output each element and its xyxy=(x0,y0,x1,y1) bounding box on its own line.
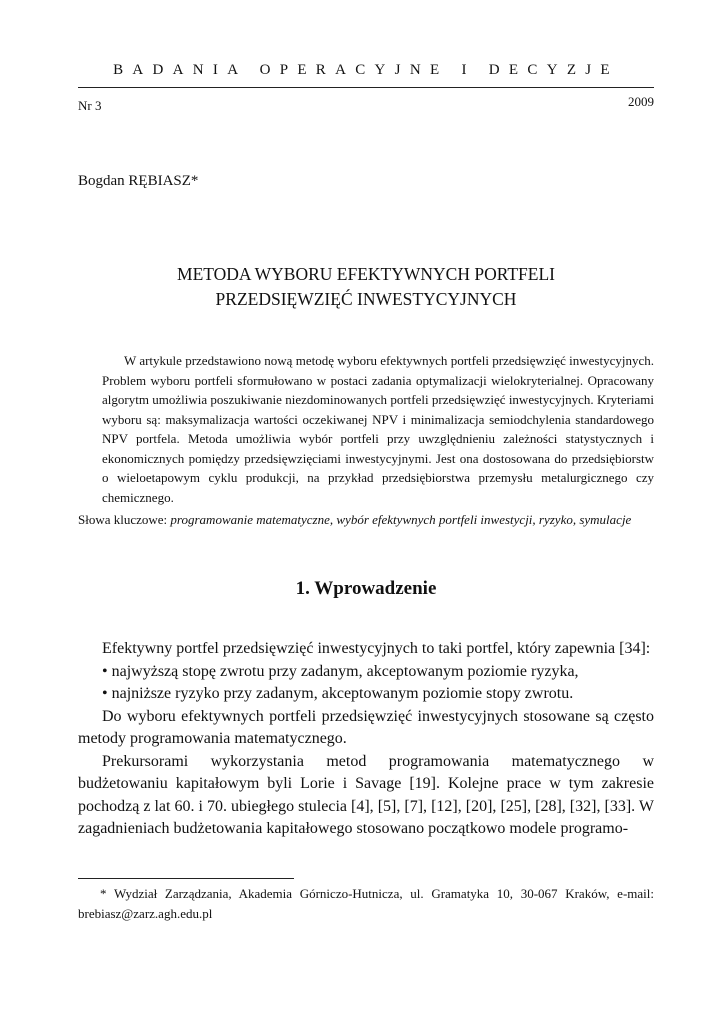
paragraph-2: Do wyboru efektywnych portfeli przedsięwzięć inwestycyjnych stosowane są często metody programowania matematycznego. xyxy=(78,707,654,747)
bullet-text-1: najwyższą stopę zwrotu przy zadanym, akceptowanym poziomie ryzyka, xyxy=(111,662,579,680)
keywords-text: programowanie matematyczne, wybór efektywnych portfeli inwestycji, ryzyko, symulacje xyxy=(170,512,632,527)
abstract: W artykule przedstawiono nową metodę wyboru efektywnych portfeli przedsięwzięć inwestycyjnych. Problem wyboru portfeli sformułowano w postaci zadania optymalizacji wielokryterialnej. Opracowany algorytm umożliwia poszukiwanie niezdominowanych portfeli przedsięwzięć inwestycyjnych. Kryteriami wyboru są: maksymalizacja wartości oczekiwanej NPV i minimalizacja semiodchylenia standardowego NPV portfela. Metoda umożliwia wybór portfeli przy uwzględnieniu zależności statystycznych i ekonomicznych pomiędzy przedsięwzięciami inwestycyjnymi. Jest ona dostosowana do przedsiębiorstw o wieloetapowym cyklu produkcji, na przykład przedsiębiorstwa przemysłu metalurgicznego czy chemicznego. xyxy=(102,353,654,505)
author-name: Bogdan RĘBIASZ* xyxy=(78,173,199,189)
header-rule xyxy=(78,87,654,88)
paper-title xyxy=(78,262,654,312)
paragraph-3: Prekursorami wykorzystania metod programowania matematycznego w budżetowaniu kapitałowym byli Lorie i Savage [19]. Kolejne prace w tym zakresie pochodzą z lat 60. i 70. ubiegłego stulecia [4], [5], [7], [12], [20], [25], [28], [32], [33]. W zagadnieniach budżetowania kapitałowego stosowano początkowo modele programo- xyxy=(78,752,654,837)
title-line-2: PRZEDSIĘWZIĘĆ INWESTYCYJNYCH xyxy=(215,289,517,309)
bullet-text-2: najniższe ryzyko przy zadanym, akceptowanym poziomie stopy zwrotu. xyxy=(111,685,574,702)
keywords-label: Słowa kluczowe: xyxy=(78,512,168,527)
issue-year: 2009 xyxy=(628,94,654,109)
issue-number: Nr 3 xyxy=(78,98,102,113)
footnote: * Wydział Zarządzania, Akademia Górniczo-Hutnicza, ul. Gramatyka 10, 30-067 Kraków, e-mail: brebiasz@zarz.agh.edu.pl xyxy=(78,886,654,921)
bullet-icon: • xyxy=(102,662,108,680)
footnote-rule xyxy=(78,878,294,879)
journal-title: BADANIA OPERACYJNE I DECYZJE xyxy=(113,62,619,78)
paragraph-1: Efektywny portfel przedsięwzięć inwestycyjnych to taki portfel, który zapewnia [34]: xyxy=(102,640,651,657)
title-line-1: METODA WYBORU EFEKTYWNYCH PORTFELI xyxy=(177,264,555,284)
bullet-icon: • xyxy=(102,685,108,702)
keywords xyxy=(78,512,668,528)
bullet-item-1 xyxy=(78,661,654,684)
bullet-item-2 xyxy=(78,683,654,706)
section-body xyxy=(78,638,654,841)
section-heading: 1. Wprowadzenie xyxy=(295,578,437,599)
